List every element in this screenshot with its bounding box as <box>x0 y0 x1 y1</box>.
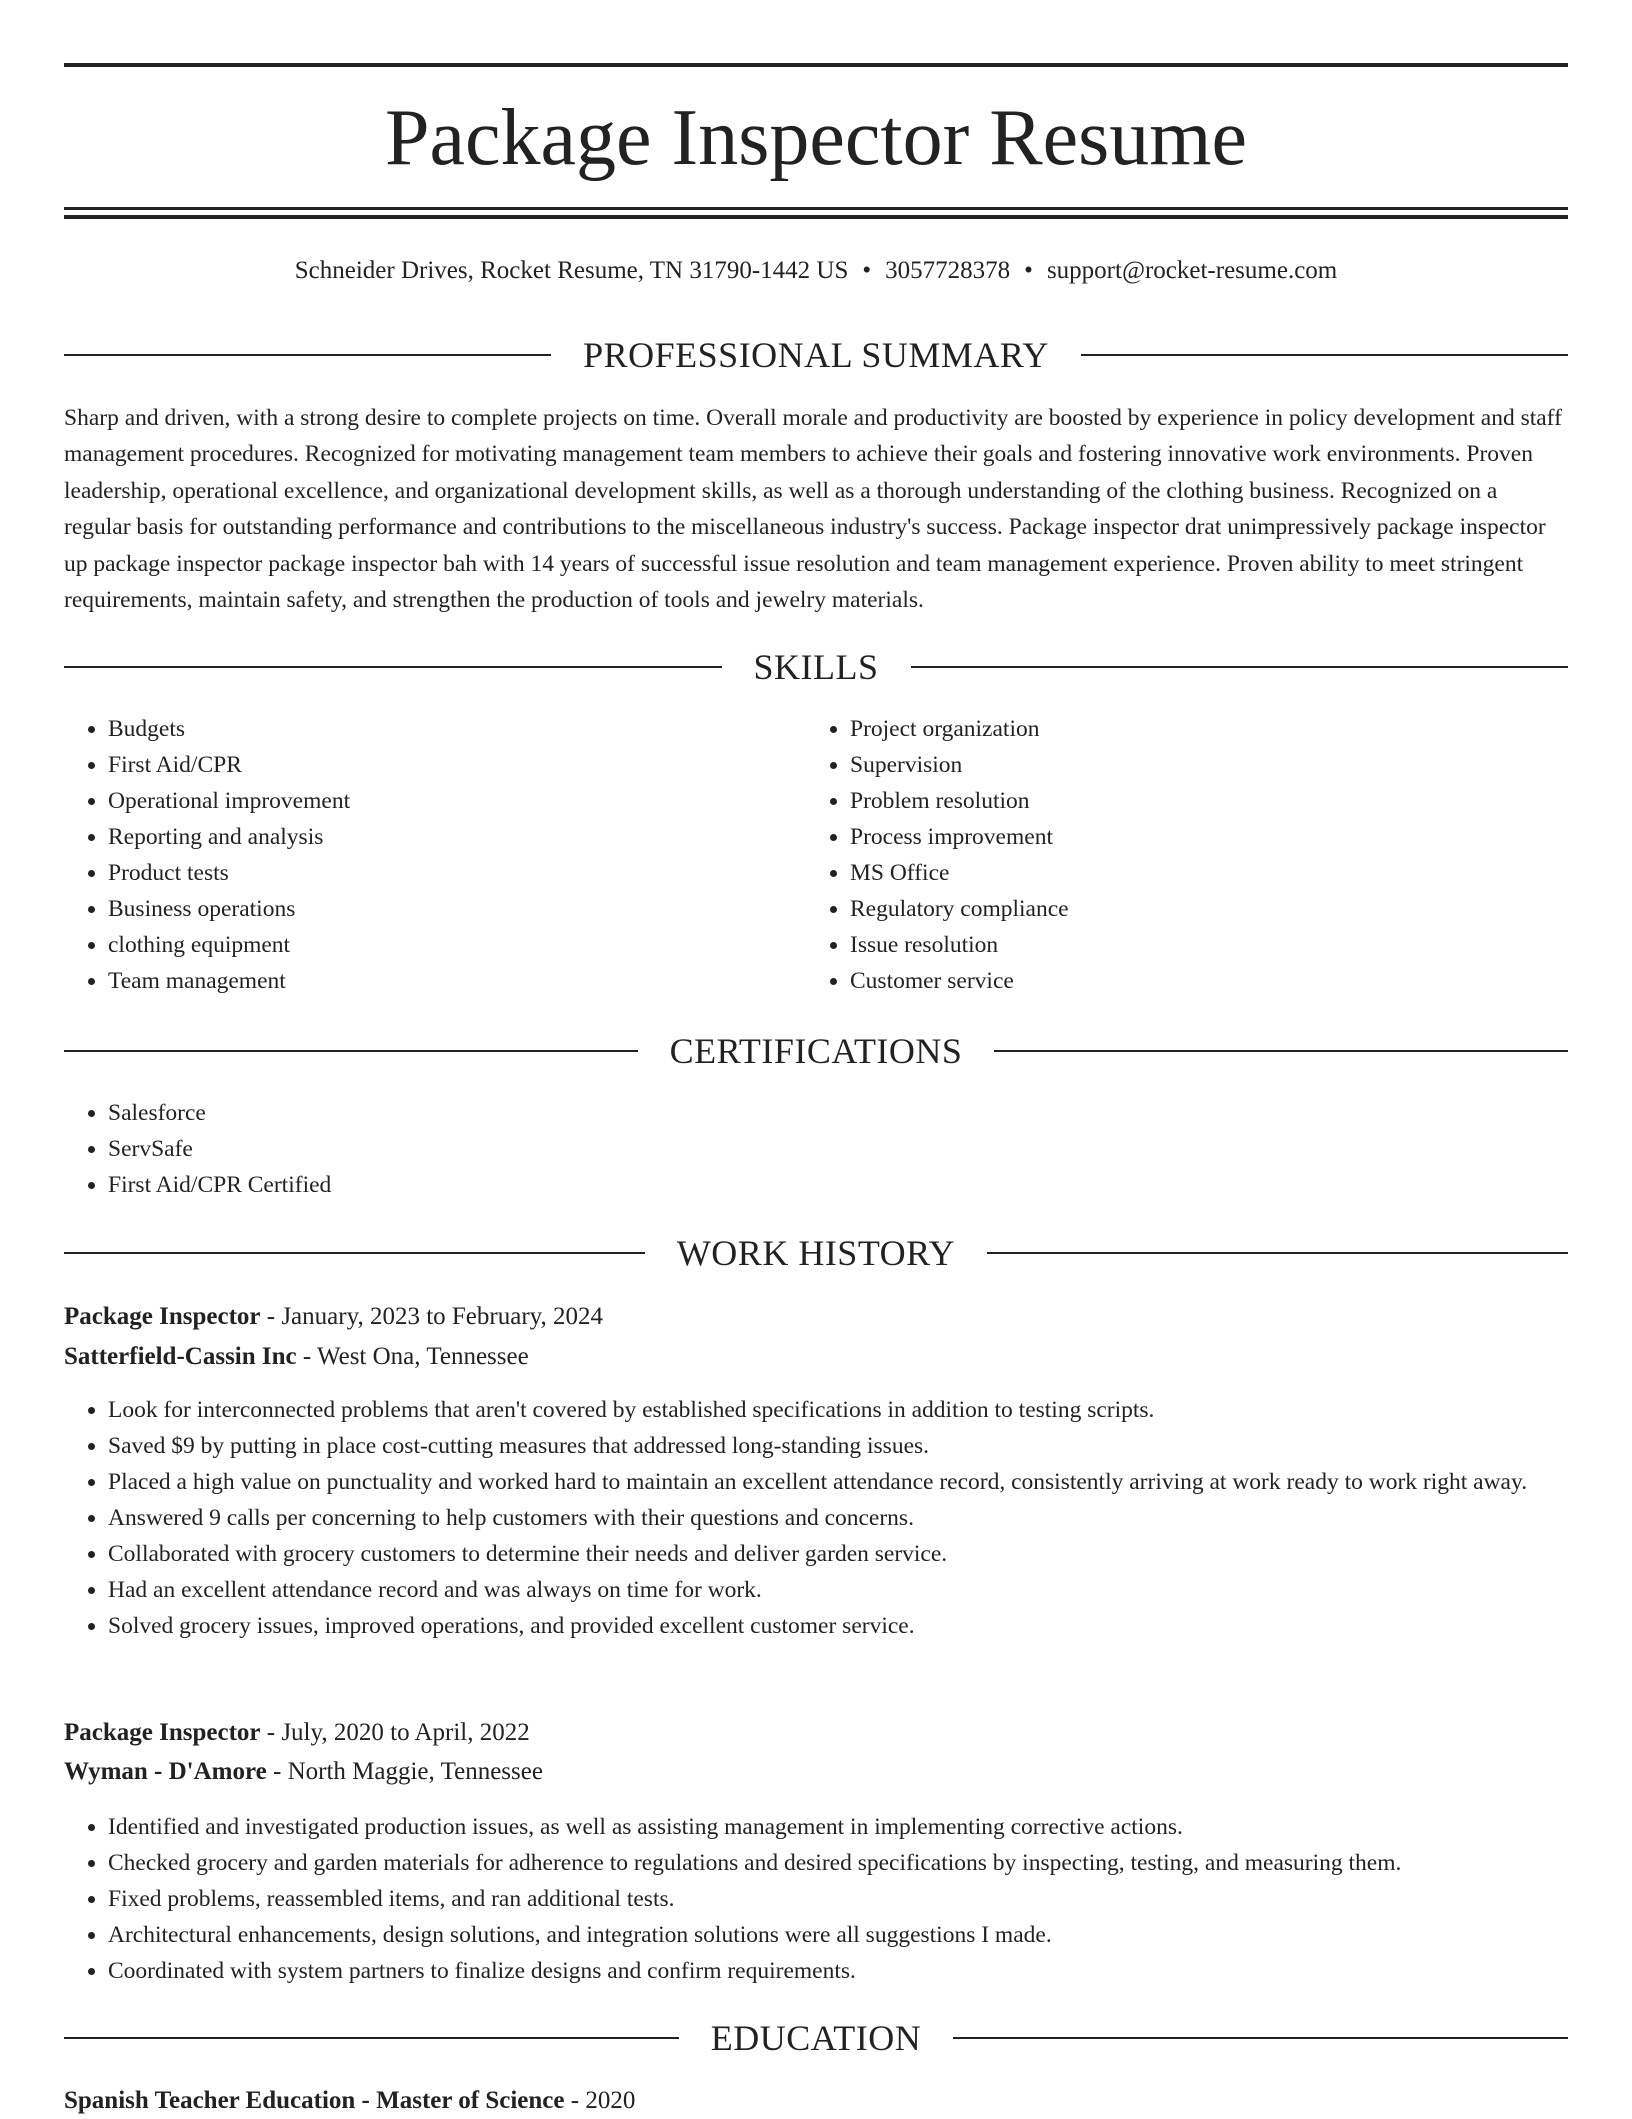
education-year: 2020 <box>585 2087 636 2114</box>
certification-item: • ServSafe <box>108 1131 1568 1167</box>
certification-item: • Salesforce <box>108 1095 1568 1131</box>
job-dash: - <box>260 1719 282 1746</box>
skill-item: • MS Office <box>850 855 1546 891</box>
header-bottom-rule-2 <box>64 215 1568 219</box>
job-company: Wyman - D'Amore <box>64 1758 267 1785</box>
skill-item: • First Aid/CPR <box>108 747 804 783</box>
summary-text: Sharp and driven, with a strong desire to complete projects on time. Overall morale and productivity are boosted by experience in policy development and staff management procedures. Recognized for motivating management team members to achieve their goals and fostering innovative work environments. Proven leadership, operational excellence, and organizational development skills, as well as a thorough understanding of the clothing business. Recognized on a regular basis for outstanding performance and contributions to the miscellaneous industry's success. Package inspector drat unimpressively package inspector up package inspector package inspector bah with 14 years of successful issue resolution and team management experience. Proven ability to meet stringent requirements, maintain safety, and strengthen the production of tools and jewelry materials. <box>64 405 1562 614</box>
job-location: West Ona, Tennessee <box>317 1343 529 1370</box>
education-degree: Spanish Teacher Education - Master of Science <box>64 2087 565 2114</box>
job-bullet: • Answered 9 calls per concerning to help customers with their questions and concerns. <box>108 1500 1568 1536</box>
contact-address: Schneider Drives, Rocket Resume, TN 31790-1442 US <box>294 257 849 284</box>
skill-item: • Team management <box>108 963 804 999</box>
contact-separator: • <box>862 257 872 284</box>
job-title: Package Inspector <box>64 1719 261 1746</box>
heading-rule <box>64 1252 645 1254</box>
skill-item: • Project organization <box>850 711 1546 747</box>
skill-item: • Budgets <box>108 711 804 747</box>
section-heading-skills <box>64 645 1568 689</box>
heading-rule <box>911 666 1569 668</box>
skill-item: • Operational improvement <box>108 783 804 819</box>
skill-item: • Issue resolution <box>850 927 1546 963</box>
job-bullet: • Coordinated with system partners to finalize designs and confirm requirements. <box>108 1953 1568 1989</box>
job-company-line <box>64 1754 1568 1790</box>
job-bullet: • Collaborated with grocery customers to determine their needs and deliver garden service. <box>108 1536 1568 1572</box>
contact-line <box>64 254 1568 288</box>
job-bullet: • Architectural enhancements, design solutions, and integration solutions were all suggestions I made. <box>108 1917 1568 1953</box>
skill-item: • Problem resolution <box>850 783 1546 819</box>
heading-rule <box>1081 354 1568 356</box>
skill-item: • Product tests <box>108 855 804 891</box>
heading-rule <box>994 1050 1568 1052</box>
job-title-line <box>64 1715 1568 1751</box>
skills-column-right <box>806 711 1546 999</box>
job-dates: July, 2020 to April, 2022 <box>281 1719 530 1746</box>
header-top-rule <box>64 63 1568 67</box>
heading-rule <box>64 666 722 668</box>
heading-rule <box>64 2037 679 2039</box>
skill-item: • clothing equipment <box>108 927 804 963</box>
education-heading: EDUCATION <box>710 2018 922 2058</box>
job-bullets <box>64 1809 1568 1989</box>
summary-heading: PROFESSIONAL SUMMARY <box>583 335 1049 375</box>
skills-column-left <box>64 711 804 999</box>
contact-email: support@rocket-resume.com <box>1046 257 1338 284</box>
skill-item: • Supervision <box>850 747 1546 783</box>
certifications-heading: CERTIFICATIONS <box>669 1031 963 1071</box>
job-bullet: • Placed a high value on punctuality and worked hard to maintain an excellent attendance record, consistently arriving at work ready to work right away. <box>108 1464 1568 1500</box>
skills-heading: SKILLS <box>753 647 879 687</box>
job-dates: January, 2023 to February, 2024 <box>281 1303 604 1330</box>
heading-rule <box>64 354 551 356</box>
job-company: Satterfield-Cassin Inc <box>64 1343 297 1370</box>
header-bottom-rule <box>64 207 1568 210</box>
skill-item: • Business operations <box>108 891 804 927</box>
job-dash: - <box>296 1343 318 1370</box>
section-heading-work <box>64 1231 1568 1275</box>
certifications-list <box>64 1095 1568 1203</box>
heading-rule <box>64 1050 638 1052</box>
work-heading: WORK HISTORY <box>676 1233 956 1273</box>
job-title: Package Inspector <box>64 1303 261 1330</box>
job-company-line <box>64 1339 1568 1375</box>
section-heading-certifications <box>64 1029 1568 1073</box>
contact-phone: 3057728378 <box>885 257 1011 284</box>
job-title-line <box>64 1299 1568 1335</box>
heading-rule <box>953 2037 1568 2039</box>
job-bullet: • Checked grocery and garden materials for adherence to regulations and desired specifications by inspecting, testing, and measuring them. <box>108 1845 1568 1881</box>
skill-item: • Regulatory compliance <box>850 891 1546 927</box>
job-bullet: • Fixed problems, reassembled items, and ran additional tests. <box>108 1881 1568 1917</box>
skill-item: • Customer service <box>850 963 1546 999</box>
job-location: North Maggie, Tennessee <box>287 1758 543 1785</box>
resume-title: Package Inspector Resume <box>385 94 1247 182</box>
job-dash: - <box>260 1303 282 1330</box>
heading-rule <box>987 1252 1568 1254</box>
job-bullets <box>64 1392 1568 1644</box>
job-bullet: • Had an excellent attendance record and was always on time for work. <box>108 1572 1568 1608</box>
section-heading-education <box>64 2016 1568 2060</box>
job-bullet: • Identified and investigated production issues, as well as assisting management in implementing corrective actions. <box>108 1809 1568 1845</box>
certification-item: • First Aid/CPR Certified <box>108 1167 1568 1203</box>
skill-item: • Process improvement <box>850 819 1546 855</box>
job-bullet: • Look for interconnected problems that aren't covered by established specifications in addition to testing scripts. <box>108 1392 1568 1428</box>
education-entry: Spanish Teacher Education - Master of Science - 2020 <box>64 2087 636 2114</box>
contact-separator: • <box>1024 257 1033 284</box>
job-bullet: • Solved grocery issues, improved operations, and provided excellent customer service. <box>108 1608 1568 1644</box>
job-dash: - <box>266 1758 288 1785</box>
section-heading-summary <box>64 333 1568 377</box>
job-bullet: • Saved $9 by putting in place cost-cutting measures that addressed long-standing issues. <box>108 1428 1568 1464</box>
skill-item: • Reporting and analysis <box>108 819 804 855</box>
